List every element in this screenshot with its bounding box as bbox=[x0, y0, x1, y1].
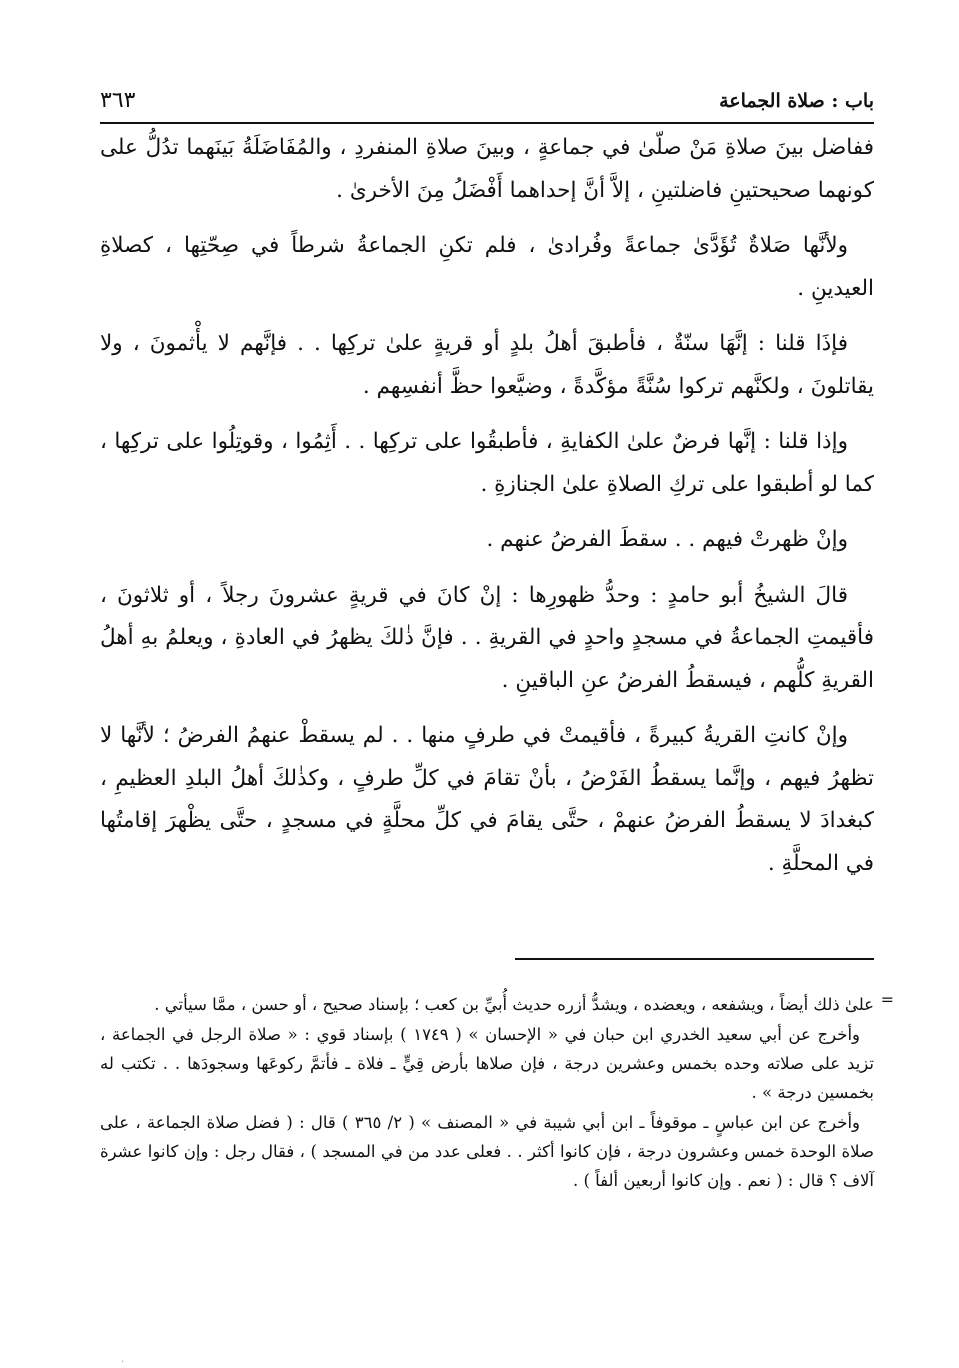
header-rule bbox=[100, 122, 874, 124]
scan-speck: · bbox=[121, 1357, 125, 1368]
main-text bbox=[100, 127, 874, 898]
paragraph: ففاضل بينَ صلاةِ مَنْ صلّىٰ في جماعةٍ ، وبينَ صلاةِ المنفردِ ، والمُفَاضَلَةُ بَينَهما تدُلُّ على كونهما صحيحتينِ فاضلتينِ ، إلاَّ أنَّ إحداهما أَفْضَلُ مِنَ الأخرىٰ . bbox=[100, 135, 874, 203]
paragraph: وإنْ ظهرتْ فيهم . . سقطَ الفرضُ عنهم . bbox=[486, 527, 848, 552]
paragraph: وإنْ كانتِ القريةُ كبيرةً ، فأقيمتْ في طرفٍ منها . . لم يسقطْ عنهمُ الفرضُ ؛ لأنَّها لا تظهرُ فيهم ، وإنَّما يسقطُ الفَرْضُ ، بأنْ تقامَ في كلِّ طرفٍ ، وكذٰلكَ أهلُ البلدِ العظيمِ ، كبغدادَ لا يسقطُ الفرضُ عنهمْ ، حتَّى يقامَ في كلِّ محلَّةٍ في مسجدٍ ، حتَّى يظْهرَ إقامتُها في المحلَّةِ . bbox=[100, 723, 874, 876]
chapter-title: باب : صلاة الجماعة bbox=[719, 90, 874, 112]
footnote-paragraph: وأخرج عن ابن عباسٍ ـ موقوفاً ـ ابن أبي شيبة في « المصنف » ( ٢/ ٣٦٥ ) قال : ( فضل صلاة الجماعة ، على صلاة الوحدة خمس وعشرون درجة ، فإن كانوا أكثر . . فعلى عدد من في المسجد ) ، فقال رجل : وإن كانوا عشرة آلاف ؟ قال : ( نعم . وإن كانوا أربعين ألفاً ) . bbox=[100, 1113, 874, 1190]
running-header bbox=[100, 88, 874, 118]
footnote-paragraph: وأخرج عن أبي سعيد الخدري ابن حبان في « الإحسان » ( ١٧٤٩ ) بإسناد قوي : « صلاة الرجل في الجماعة ، تزيد على صلاته وحده بخمس وعشرين درجة ، فإن صلاها بأرض قِيٍّ ـ فلاة ـ فأتمَّ ركوعَها وسجودَها . . تكتب له بخمسين درجة » . bbox=[100, 1025, 874, 1102]
page-number: ٣٦٣ bbox=[100, 88, 136, 113]
paragraph: قالَ الشيخُ أبو حامدٍ : وحدُّ ظهورِها : إنْ كانَ في قريةٍ عشرونَ رجلاً ، أو ثلاثونَ ، فأقيمتِ الجماعةُ في مسجدٍ واحدٍ في القريةِ . . فإنَّ ذٰلكَ يظهرُ في العادةِ ، ويعلمُ بهِ أهلُ القريةِ كلُّهم ، فيسقطُ الفرضُ عنِ الباقينِ . bbox=[100, 582, 874, 693]
paragraph: فإذَا قلنا : إنَّهَا سنّةٌ ، فأطبقَ أهلُ بلدٍ أو قريةٍ علىٰ تركِها . . فإنَّهم لا يأْثمونَ ، ولا يقاتلونَ ، ولكنَّهم تركوا سُنَّةً مؤكَّدةً ، وضيَّعوا حظَّ أنفسِهم . bbox=[100, 331, 874, 399]
footnote-separator bbox=[515, 958, 874, 960]
paragraph: ولأنَّها صَلاةٌ تُؤَدَّىٰ جماعةً وفُرادىٰ ، فلم تكنِ الجماعةُ شرطاً في صِحّتِها ، كصلاةِ العيدينِ . bbox=[100, 233, 874, 301]
footnotes bbox=[100, 990, 894, 1196]
paragraph: وإذا قلنا : إنَّها فرضٌ علىٰ الكفايةِ ، فأطبقُوا على تركِها . . أَثِمُوا ، وقوتِلُوا على تركِها ، كما لو أطبقوا على تركِ الصلاةِ علىٰ الجنازةِ . bbox=[100, 429, 874, 497]
footnote-continuation-marker: = bbox=[880, 990, 894, 1009]
footnote-paragraph: علىٰ ذلك أيضاً ، ويشفعه ، ويعضده ، ويشدُّ أزره حديث أُبيِّ بن كعب ؛ بإسناد صحيح ، أو حسن ، ممَّا سيأتي . bbox=[154, 995, 874, 1014]
